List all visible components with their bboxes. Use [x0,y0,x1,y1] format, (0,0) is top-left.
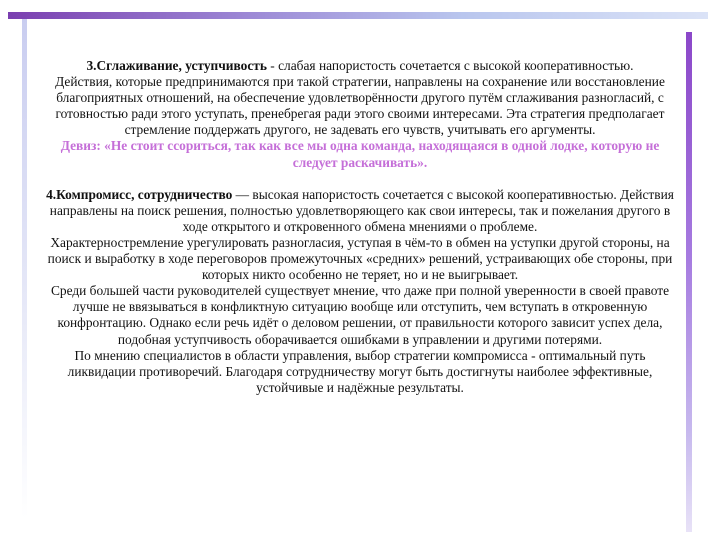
slide-text-block [40,58,680,396]
section3-body: Действия, которые предпринимаются при такой стратегии, направлены на сохранение или восстановление благоприятных отношений, на обеспечение удовлетворённости другого путём сглаживания разногласий, с готовностью ради этого уступать, пренебрегая ради этого своими интересами. Эта стратегия предполагает стремление поддержать другого, не задевать его чувств, учитывать его аргументы. [55,74,665,138]
top-accent-bar [8,12,708,19]
right-accent-bar [686,32,692,532]
section4-para3: По мнению специалистов в области управления, выбор стратегии компромисса - оптимальный путь ликвидации противоречий. Благодаря сотрудничеству могут быть достигнуты наиболее эффективные, устойчивые и надёжные результаты. [67,347,653,395]
section3-intro [40,58,680,74]
section4-heading-rest: — высокая напористость сочетается с высокой кооперативностью. Действия направлены на поиск решения, полностью удовлетворяющего как свои интересы, так и пожелания другого в ходе открытого и откровенного обмена мнениями о проблеме. [49,186,674,234]
section4-para2: Среди большей части руководителей существует мнение, что даже при полной уверенности в своей правоте лучше не ввязываться в конфликтную ситуацию вообще или отступить, чем вступать в откровенную конфронтацию. Однако если речь идёт о деловом решении, от правильности которого зависит успех дела, подобная уступчивость оборачивается ошибками в управлении и другими потерями. [50,283,670,347]
section4-para1: Характерностремление урегулировать разногласия, уступая в чём-то в обмен на уступки другой стороны, на поиск и выработку в ходе переговоров промежуточных «средних» решений, устраивающих обе стороны, при которых никто особенно не теряет, но и не выигрывает. [47,234,673,283]
section4-heading: 4.Компромисс, сотрудничество [46,186,233,202]
section3-motto: Девиз: «Не стоит ссориться, так как все мы одна команда, находящаяся в одной лодке, которую не следует раскачивать». [60,138,660,170]
section-gap [40,171,680,187]
section3-heading: 3.Сглаживание, уступчивость [86,58,267,73]
section4-intro [40,187,680,235]
left-accent-bar [22,19,27,519]
section3-heading-rest: - слабая напористость сочетается с высокой кооперативностью. [266,58,634,73]
